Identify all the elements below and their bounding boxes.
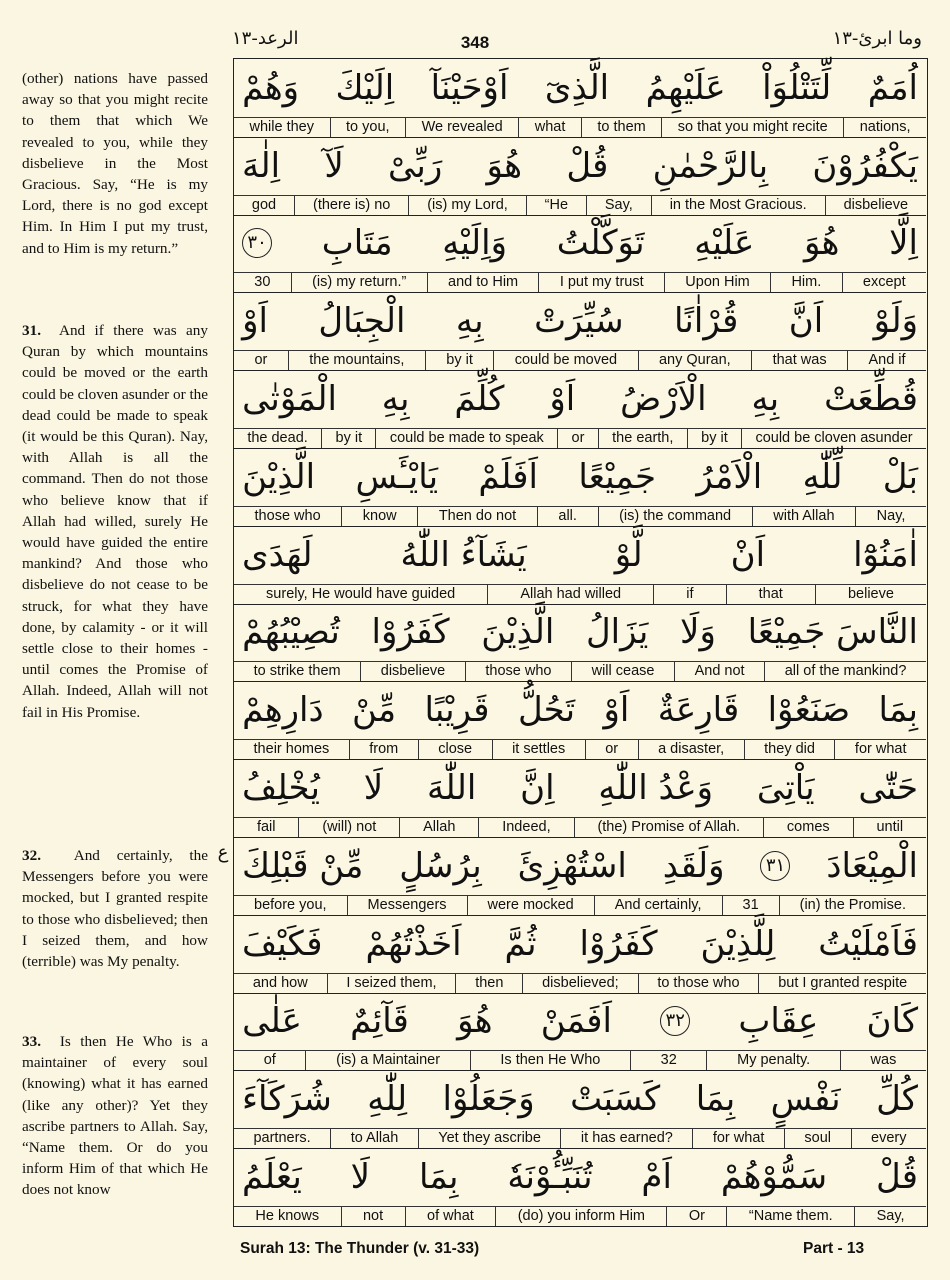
arabic-word: اَفَمَنْ (540, 1001, 613, 1042)
english-gloss-word: of what (405, 1207, 496, 1226)
english-gloss-word: surely, He would have guided (266, 585, 456, 602)
english-gloss-word: they did (744, 740, 835, 759)
arabic-word: بَلْ (882, 456, 918, 497)
arabic-word: لَا (363, 768, 384, 809)
arabic-word: الْجِبَالُ (318, 301, 406, 342)
english-gloss-word: their homes (253, 741, 330, 758)
english-gloss-word: a disaster, (638, 740, 744, 759)
english-gloss-word: before you, (254, 896, 327, 913)
english-gloss-word: by it (425, 351, 493, 370)
translation-continued (22, 68, 208, 271)
verse-row (234, 137, 926, 215)
arabic-word: مِّنْ قَبْلِكَ (242, 845, 364, 886)
arabic-line (234, 681, 926, 739)
arabic-word: سُيِّرَتْ (534, 301, 624, 342)
verse-row (234, 1148, 926, 1226)
arabic-word: سَمُّوْهُمْ (720, 1157, 828, 1198)
arabic-word: اٰمَنُوْٓا (853, 534, 918, 575)
english-gloss-word: to Allah (330, 1129, 418, 1148)
english-gloss-word: those who (465, 662, 571, 681)
english-gloss-word: 32 (630, 1051, 706, 1070)
english-gloss-word: Allah had willed (487, 585, 653, 604)
english-gloss-word: I seized them, (327, 974, 456, 993)
arabic-word: لِّلّٰهِ (802, 456, 843, 497)
arabic-word: الْمِيْعَادَ (826, 845, 918, 886)
juz-header-right: وما ابرئ-۱۳ (832, 28, 922, 49)
english-gloss-word: of (263, 1052, 276, 1069)
english-gloss-word: close (418, 740, 492, 759)
arabic-word: اللّٰهَ (427, 768, 477, 809)
arabic-word: الَّذِيْنَ (481, 612, 555, 653)
arabic-word: كُلِّ (876, 1079, 918, 1120)
arabic-word: الَّذِيْنَ (242, 456, 316, 497)
english-gloss-line (234, 350, 926, 371)
arabic-word: فَاَمْلَيْتُ (818, 923, 918, 964)
arabic-word: جَمِيْعًا (578, 456, 657, 497)
english-gloss-word: what (518, 118, 581, 137)
verse-row (234, 993, 926, 1071)
arabic-word: وَلَا (680, 612, 716, 653)
arabic-line (234, 448, 926, 506)
english-gloss-word: with Allah (752, 507, 855, 526)
english-gloss-word: 30 (254, 274, 271, 291)
english-gloss-word: until (853, 818, 926, 837)
verse-row (234, 448, 926, 526)
arabic-word: الَّذِىٓ (544, 67, 610, 108)
translation-verse-32 (22, 845, 208, 984)
arabic-word: يَعْلَمُ (242, 1157, 302, 1198)
arabic-word: مَتَابِ (321, 223, 393, 264)
arabic-word: الْمَوْتٰى (242, 379, 337, 420)
english-gloss-word: will cease (571, 662, 674, 681)
english-gloss-word: but I granted respite (758, 974, 926, 993)
arabic-word: كَفَرُوْا (371, 612, 450, 653)
arabic-word: لَا (350, 1157, 371, 1198)
english-gloss-word: Nay, (855, 507, 926, 526)
english-gloss-line (234, 973, 926, 994)
english-gloss-word: (in) the Promise. (779, 896, 926, 915)
arabic-word: بِهِ (455, 301, 484, 342)
english-gloss-word: could be moved (493, 351, 637, 370)
arabic-word: اِنَّ (520, 768, 555, 809)
arabic-word: ۳۱ (760, 851, 790, 881)
verse-row (234, 526, 926, 604)
arabic-word: يُخْلِفُ (242, 768, 320, 809)
arabic-word: مِّنْ (352, 690, 397, 731)
arabic-word: بِالرَّحْمٰنِ (652, 145, 769, 186)
english-gloss-word: so that you might recite (661, 118, 843, 137)
english-gloss-word: except (842, 273, 926, 292)
english-gloss-word: from (349, 740, 418, 759)
english-gloss-word: by it (321, 429, 375, 448)
arabic-word: يَايْـَٔسِ (355, 456, 439, 497)
arabic-word: كَسَبَتْ (570, 1079, 661, 1120)
arabic-word: قَرِيْبًا (424, 690, 490, 731)
arabic-word: وَجَعَلُوْا (442, 1079, 535, 1120)
arabic-word: يَاْتِىَ (756, 768, 815, 809)
english-gloss-word: that (726, 585, 815, 604)
verse-row (234, 59, 926, 137)
english-gloss-word: and how (252, 974, 308, 991)
arabic-word: اَخَذْتُهُمْ (365, 923, 462, 964)
english-gloss-word: Or (666, 1207, 726, 1226)
arabic-word: عَلَيْهِمُ (645, 67, 726, 108)
english-gloss-line (234, 272, 926, 293)
arabic-line (234, 1148, 926, 1206)
verse-row (234, 604, 926, 682)
english-gloss-word: were mocked (467, 896, 594, 915)
english-gloss-word: know (341, 507, 417, 526)
arabic-word: حَتّٰى (858, 768, 918, 809)
english-gloss-word: (the) Promise of Allah. (574, 818, 763, 837)
english-gloss-word: (is) the command (598, 507, 752, 526)
english-gloss-word: Then do not (417, 507, 537, 526)
arabic-word: لَّوْ (614, 534, 643, 575)
arabic-word: اَنْ (730, 534, 766, 575)
arabic-word: لَهَدَى (242, 534, 313, 575)
verse-row (234, 837, 926, 915)
english-gloss-line (234, 895, 926, 916)
arabic-word: اسْتُهْزِئَ (517, 845, 627, 886)
verse-number: 32. (22, 847, 41, 864)
verse-row (234, 759, 926, 837)
english-gloss-word: partners. (253, 1130, 311, 1147)
arabic-word: بِهِ (751, 379, 780, 420)
english-gloss-word: it has earned? (560, 1129, 692, 1148)
english-gloss-word: disbelieved; (522, 974, 637, 993)
arabic-line (234, 993, 926, 1051)
arabic-word: اَمْ (641, 1157, 672, 1198)
arabic-line (234, 759, 926, 817)
english-gloss-word: disbelieve (825, 196, 926, 215)
verse-row (234, 370, 926, 448)
arabic-word: قُلْ (875, 1157, 918, 1198)
english-gloss-line (234, 1050, 926, 1071)
part-footer: Part - 13 (803, 1240, 865, 1257)
english-gloss-word: “He (526, 196, 586, 215)
arabic-word: لِّتَتْلُوَاْ (762, 67, 832, 108)
arabic-word: بِمَا (695, 1079, 736, 1120)
arabic-line (234, 526, 926, 584)
arabic-word: بِرُسُلٍ (399, 845, 482, 886)
verse-text: And certainly, the Messengers before you were mocked, but I granted respite to those who disbelieved; then I seized them, and how (terrible) was My penalty. (22, 847, 208, 971)
arabic-word: كُلِّمَ (454, 379, 505, 420)
arabic-word: اَوْ (242, 301, 268, 342)
arabic-word: وَاِلَيْهِ (442, 223, 508, 264)
english-gloss-word: it settles (492, 740, 585, 759)
arabic-word: الْاَمْرُ (696, 456, 763, 497)
arabic-word: رَبِّىْ (388, 145, 443, 186)
english-gloss-word: could be made to speak (375, 429, 557, 448)
english-gloss-word: and to Him (427, 273, 539, 292)
arabic-word: لِلَّذِيْنَ (700, 923, 776, 964)
english-gloss-word: to them (581, 118, 661, 137)
english-gloss-word: Yet they ascribe (418, 1129, 561, 1148)
arabic-word: شُرَكَآءَ (242, 1079, 332, 1120)
english-gloss-word: soul (784, 1129, 851, 1148)
arabic-word: اِلَيْكَ (335, 67, 395, 108)
arabic-word: قُرْاٰنًا (674, 301, 739, 342)
english-gloss-word: nations, (843, 118, 926, 137)
english-gloss-word: (is) my return.” (291, 273, 427, 292)
arabic-word: اَنَّ (788, 301, 824, 342)
english-gloss-word: to those who (638, 974, 759, 993)
english-gloss-word: or (585, 740, 638, 759)
english-gloss-word: for what (834, 740, 926, 759)
english-gloss-word: He knows (255, 1207, 320, 1224)
arabic-word: وَهُمْ (242, 67, 300, 108)
arabic-line (234, 370, 926, 428)
english-gloss-word: Is then He Who (470, 1051, 630, 1070)
english-gloss-word: not (341, 1207, 405, 1226)
english-gloss-word: any Quran, (638, 351, 752, 370)
arabic-word: هُوَ (486, 145, 523, 186)
arabic-word: بِمَا (878, 690, 918, 731)
arabic-word: وَعْدُ اللّٰهِ (598, 768, 714, 809)
english-gloss-word: then (455, 974, 522, 993)
arabic-word: اَوْ (603, 690, 630, 731)
arabic-word: قَآئِمٌ (350, 1001, 409, 1042)
page-number: 348 (460, 33, 490, 52)
english-gloss-word: And certainly, (594, 896, 722, 915)
arabic-word: اِلٰهَ (242, 145, 281, 186)
arabic-word: تَوَكَّلْتُ (556, 223, 645, 264)
english-gloss-word: We revealed (405, 118, 518, 137)
english-gloss-word: the earth, (598, 429, 687, 448)
english-gloss-word: could be cloven asunder (741, 429, 926, 448)
english-gloss-word: (there is) no (294, 196, 408, 215)
arabic-word: اَفَلَمْ (478, 456, 538, 497)
arabic-line (234, 837, 926, 895)
english-gloss-word: in the Most Gracious. (651, 196, 825, 215)
surah-footer: Surah 13: The Thunder (v. 31-33) (240, 1240, 480, 1257)
arabic-word: بِهِ (381, 379, 410, 420)
arabic-line (234, 915, 926, 973)
arabic-word: كَانَ (866, 1001, 918, 1042)
arabic-word: كَفَرُوْا (579, 923, 658, 964)
verse-row (234, 292, 926, 370)
arabic-word: عِقَابِ (738, 1001, 819, 1042)
english-gloss-word: all of the mankind? (764, 662, 926, 681)
english-gloss-word: to strike them (253, 663, 341, 680)
arabic-line (234, 137, 926, 195)
english-gloss-line (234, 817, 926, 838)
english-gloss-word: god (251, 196, 277, 213)
english-gloss-line (234, 195, 926, 216)
verse-row (234, 915, 926, 993)
english-gloss-word: 31 (722, 896, 779, 915)
verse-text: Is then He Who is a maintainer of every soul (knowing) what it has earned (like any other)? Yet they ascribe partners to Allah. Say, “Name them. Or do you inform Him of that which He does not know (22, 1033, 208, 1199)
arabic-word: يَشَآءُ اللّٰهُ (400, 534, 527, 575)
english-gloss-line (234, 1128, 926, 1149)
arabic-word: يَزَالُ (585, 612, 649, 653)
verse-number: 31. (22, 322, 41, 339)
english-gloss-line (234, 117, 926, 138)
arabic-line (234, 59, 926, 117)
english-gloss-word: the mountains, (288, 351, 425, 370)
english-gloss-word: the dead. (247, 429, 308, 446)
ruku-mark: ع (217, 842, 229, 863)
verse-row (234, 215, 926, 293)
english-gloss-word: (is) my Lord, (408, 196, 525, 215)
arabic-word: نَفْسٍ (770, 1079, 841, 1120)
english-gloss-word: for what (692, 1129, 784, 1148)
english-gloss-word: (do) you inform Him (495, 1207, 666, 1226)
english-gloss-word: My penalty. (706, 1051, 839, 1070)
arabic-word: يَكْفُرُوْنَ (812, 145, 918, 186)
english-gloss-word: Messengers (347, 896, 467, 915)
english-gloss-line (234, 739, 926, 760)
english-gloss-word: “Name them. (726, 1207, 854, 1226)
arabic-word: هُوَ (457, 1001, 493, 1042)
english-gloss-line (234, 1206, 926, 1227)
arabic-word: قُطِّعَتْ (824, 379, 918, 420)
arabic-word: فَكَيْفَ (242, 923, 323, 964)
english-gloss-word: those who (254, 507, 321, 524)
arabic-line (234, 292, 926, 350)
english-gloss-line (234, 428, 926, 449)
word-by-word-grid (233, 58, 928, 1227)
arabic-word: صَنَعُوْا (767, 690, 851, 731)
translation-verse-33 (22, 1031, 208, 1213)
english-gloss-word: And if (847, 351, 926, 370)
arabic-word: اِلَّا (889, 223, 918, 264)
english-gloss-word: disbelieve (360, 662, 465, 681)
arabic-word: اَوْ (549, 379, 576, 420)
english-gloss-word: And not (674, 662, 764, 681)
arabic-word: عَلَيْهِ (694, 223, 755, 264)
surah-header-left: الرعد-۱۳ (232, 28, 299, 49)
english-gloss-word: by it (687, 429, 741, 448)
arabic-word: دَارِهِمْ (242, 690, 324, 731)
arabic-word: اُمَمٌ (867, 67, 918, 108)
arabic-word: قُلْ (566, 145, 609, 186)
verse-row (234, 681, 926, 759)
arabic-word: وَلَقَدِ (662, 845, 725, 886)
english-gloss-word: while they (249, 118, 314, 135)
english-gloss-word: Indeed, (478, 818, 573, 837)
translation-verse-31 (22, 320, 208, 735)
english-gloss-word: Allah (399, 818, 478, 837)
english-gloss-word: I put my trust (538, 273, 663, 292)
arabic-word: عَلٰى (242, 1001, 302, 1042)
english-gloss-word: fail (256, 818, 276, 835)
arabic-line (234, 1070, 926, 1128)
verse-number: 33. (22, 1033, 41, 1050)
english-gloss-line (234, 506, 926, 527)
arabic-word: لِلّٰهِ (367, 1079, 408, 1120)
arabic-word: وَلَوْ (873, 301, 918, 342)
verse-text: And if there was any Quran by which mountains could be moved or the earth could be cloven asunder or the dead could be made to speak (it would be this Quran). Nay, with Allah is all the command. Then do not those who believe know that if Allah had willed, surely He would have guided the entire mankind? And those who disbelieve do not cease to be struck, for what they have done, by calamity - or it will settle close to their homes - until comes the Promise of Allah. Indeed, Allah will not fail in His Promise. (22, 322, 208, 721)
arabic-word: قَارِعَةٌ (657, 690, 740, 731)
english-gloss-word: was (840, 1051, 926, 1070)
english-gloss-line (234, 584, 926, 605)
arabic-word: ۳۰ (242, 228, 272, 258)
arabic-word: الْاَرْضُ (620, 379, 707, 420)
english-gloss-word: (will) not (298, 818, 399, 837)
english-gloss-word: Him. (770, 273, 841, 292)
arabic-line (234, 604, 926, 662)
arabic-line (234, 215, 926, 273)
arabic-word: ثُمَّ (504, 923, 537, 964)
english-gloss-word: if (653, 585, 725, 604)
english-gloss-word: or (557, 429, 598, 448)
english-gloss-word: believe (815, 585, 926, 604)
english-gloss-word: comes (763, 818, 853, 837)
english-gloss-word: Say, (854, 1207, 926, 1226)
english-gloss-word: Say, (586, 196, 651, 215)
english-gloss-word: all. (537, 507, 598, 526)
translation-para-continued: (other) nations have passed away so that you might recite to them that which We revealed to you, while they disbelieve in the Most Gracious. Say, “He is my Lord, there is no god except Him. In Him I put my trust, and to Him is my return.” (22, 70, 208, 257)
arabic-word: النَّاسَ جَمِيْعًا (747, 612, 918, 653)
arabic-word: تُنَبِّـُٔوْنَهٗ (507, 1157, 593, 1198)
arabic-word: تَحُلُّ (517, 690, 576, 731)
arabic-word: تُصِيْبُهُمْ (242, 612, 340, 653)
english-gloss-word: Upon Him (664, 273, 770, 292)
arabic-word: اَوْحَيْنَآ (430, 67, 509, 108)
english-gloss-word: every (851, 1129, 926, 1148)
english-gloss-word: or (254, 352, 268, 369)
english-gloss-word: that was (751, 351, 847, 370)
arabic-word: لَآ (324, 145, 344, 186)
verse-row (234, 1070, 926, 1148)
english-gloss-word: to you, (330, 118, 406, 137)
arabic-word: بِمَا (418, 1157, 459, 1198)
arabic-word: ۳۲ (660, 1006, 690, 1036)
arabic-word: هُوَ (803, 223, 840, 264)
english-gloss-line (234, 661, 926, 682)
english-gloss-word: (is) a Maintainer (305, 1051, 469, 1070)
